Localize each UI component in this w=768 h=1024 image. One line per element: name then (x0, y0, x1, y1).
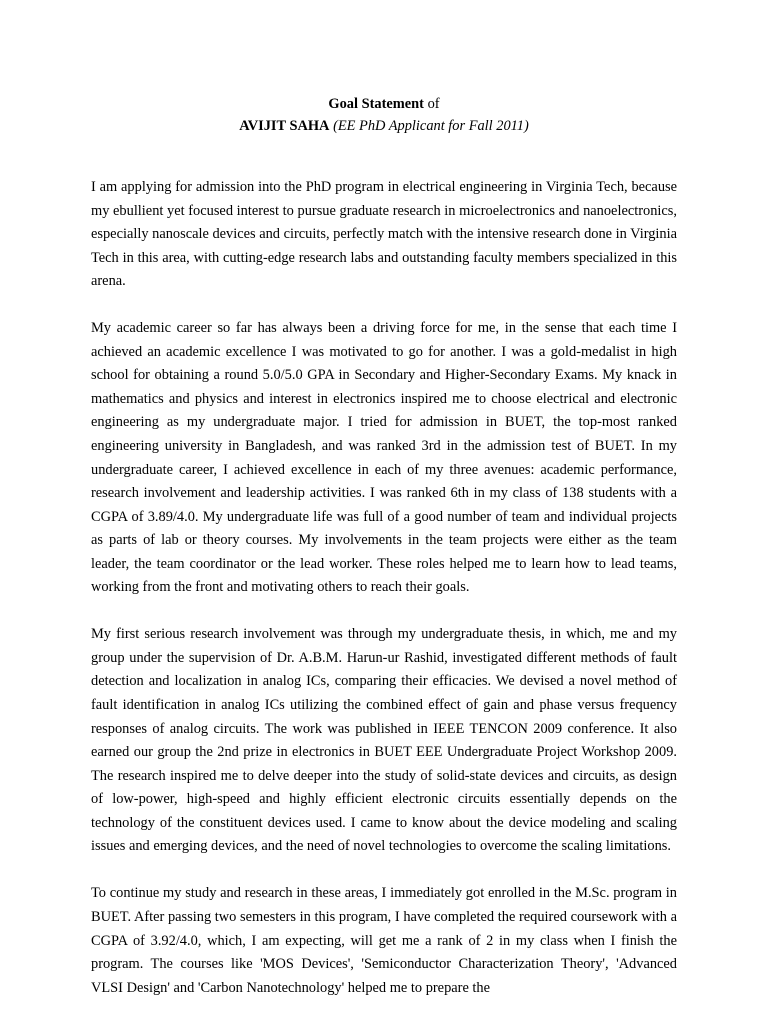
paragraph-4: To continue my study and research in these areas, I immediately got enrolled in the M.Sc. program in BUET. After passing two semesters in this program, I have completed the required coursework with a CGPA of 3.92/4.0, which, I am expecting, will get me a rank of 2 in my class when I finish the program. The courses like 'MOS Devices', 'Semiconductor Characterization Theory', 'Advanced VLSI Design' and 'Carbon Nanotechnology' helped me to prepare the (91, 885, 677, 996)
paragraph-1: I am applying for admission into the PhD program in electrical engineering in Virginia Tech, because my ebullient yet focused interest to pursue graduate research in microelectronics and nanoelectronics, especially nanoscale devices and circuits, perfectly match with the intensive research done in Virginia Tech in this area, with cutting-edge research labs and outstanding faculty members specialized in this arena. (91, 179, 678, 290)
applicant-subtitle: (EE PhD Applicant for Fall 2011) (333, 118, 529, 134)
page-title: Goal Statement (328, 96, 424, 112)
paragraph-3: My first serious research involvement was through my undergraduate thesis, in which, me and my group under the supervision of Dr. A.B.M. Harun-ur Rashid, investigated different methods of fault detection and localization in analog ICs, comparing their efficacies. We devised a novel method of fault identification in analog ICs utilizing the combined effect of gain and phase versus frequency responses of analog circuits. The work was published in IEEE TENCON 2009 conference. It also earned our group the 2nd prize in electronics in BUET EEE Undergraduate Project Workshop 2009. The research inspired me to delve deeper into the study of solid-state devices and circuits, as design of low-power, high-speed and highly efficient electronic circuits essentially depends on the technology of the constituent devices used. I came to know about the device modeling and scaling issues and emerging devices, and the need of novel technologies to overcome the scaling limitations. (91, 626, 677, 855)
applicant-name: AVIJIT SAHA (239, 118, 330, 134)
paragraph-2: My academic career so far has always been a driving force for me, in the sense that each time I achieved an academic excellence I was motivated to go for another. I was a gold-medalist in high school for obtaining a round 5.0/5.0 GPA in Secondary and Higher-Secondary Exams. My knack in mathematics and physics and interest in electronics inspired me to choose electrical and electronic engineering as my undergraduate major. I tried for admission in BUET, the top-most ranked engineering university in Bangladesh, and was ranked 3rd in the admission test of BUET. In my undergraduate career, I achieved excellence in each of my three avenues: academic performance, research involvement and leadership activities. I was ranked 6th in my class of 138 students with a CGPA of 3.89/4.0. My undergraduate life was full of a good number of team and individual projects as parts of lab or theory courses. My involvements in the team projects were either as the team leader, the team coordinator or the lead worker. These roles helped me to learn how to lead teams, working from the front and motivating others to reach their goals. (91, 320, 677, 596)
document-header (0, 93, 768, 137)
document-body (91, 176, 677, 1024)
title-of: of (427, 96, 440, 112)
applicant-line (0, 115, 768, 137)
title-line (0, 93, 768, 115)
